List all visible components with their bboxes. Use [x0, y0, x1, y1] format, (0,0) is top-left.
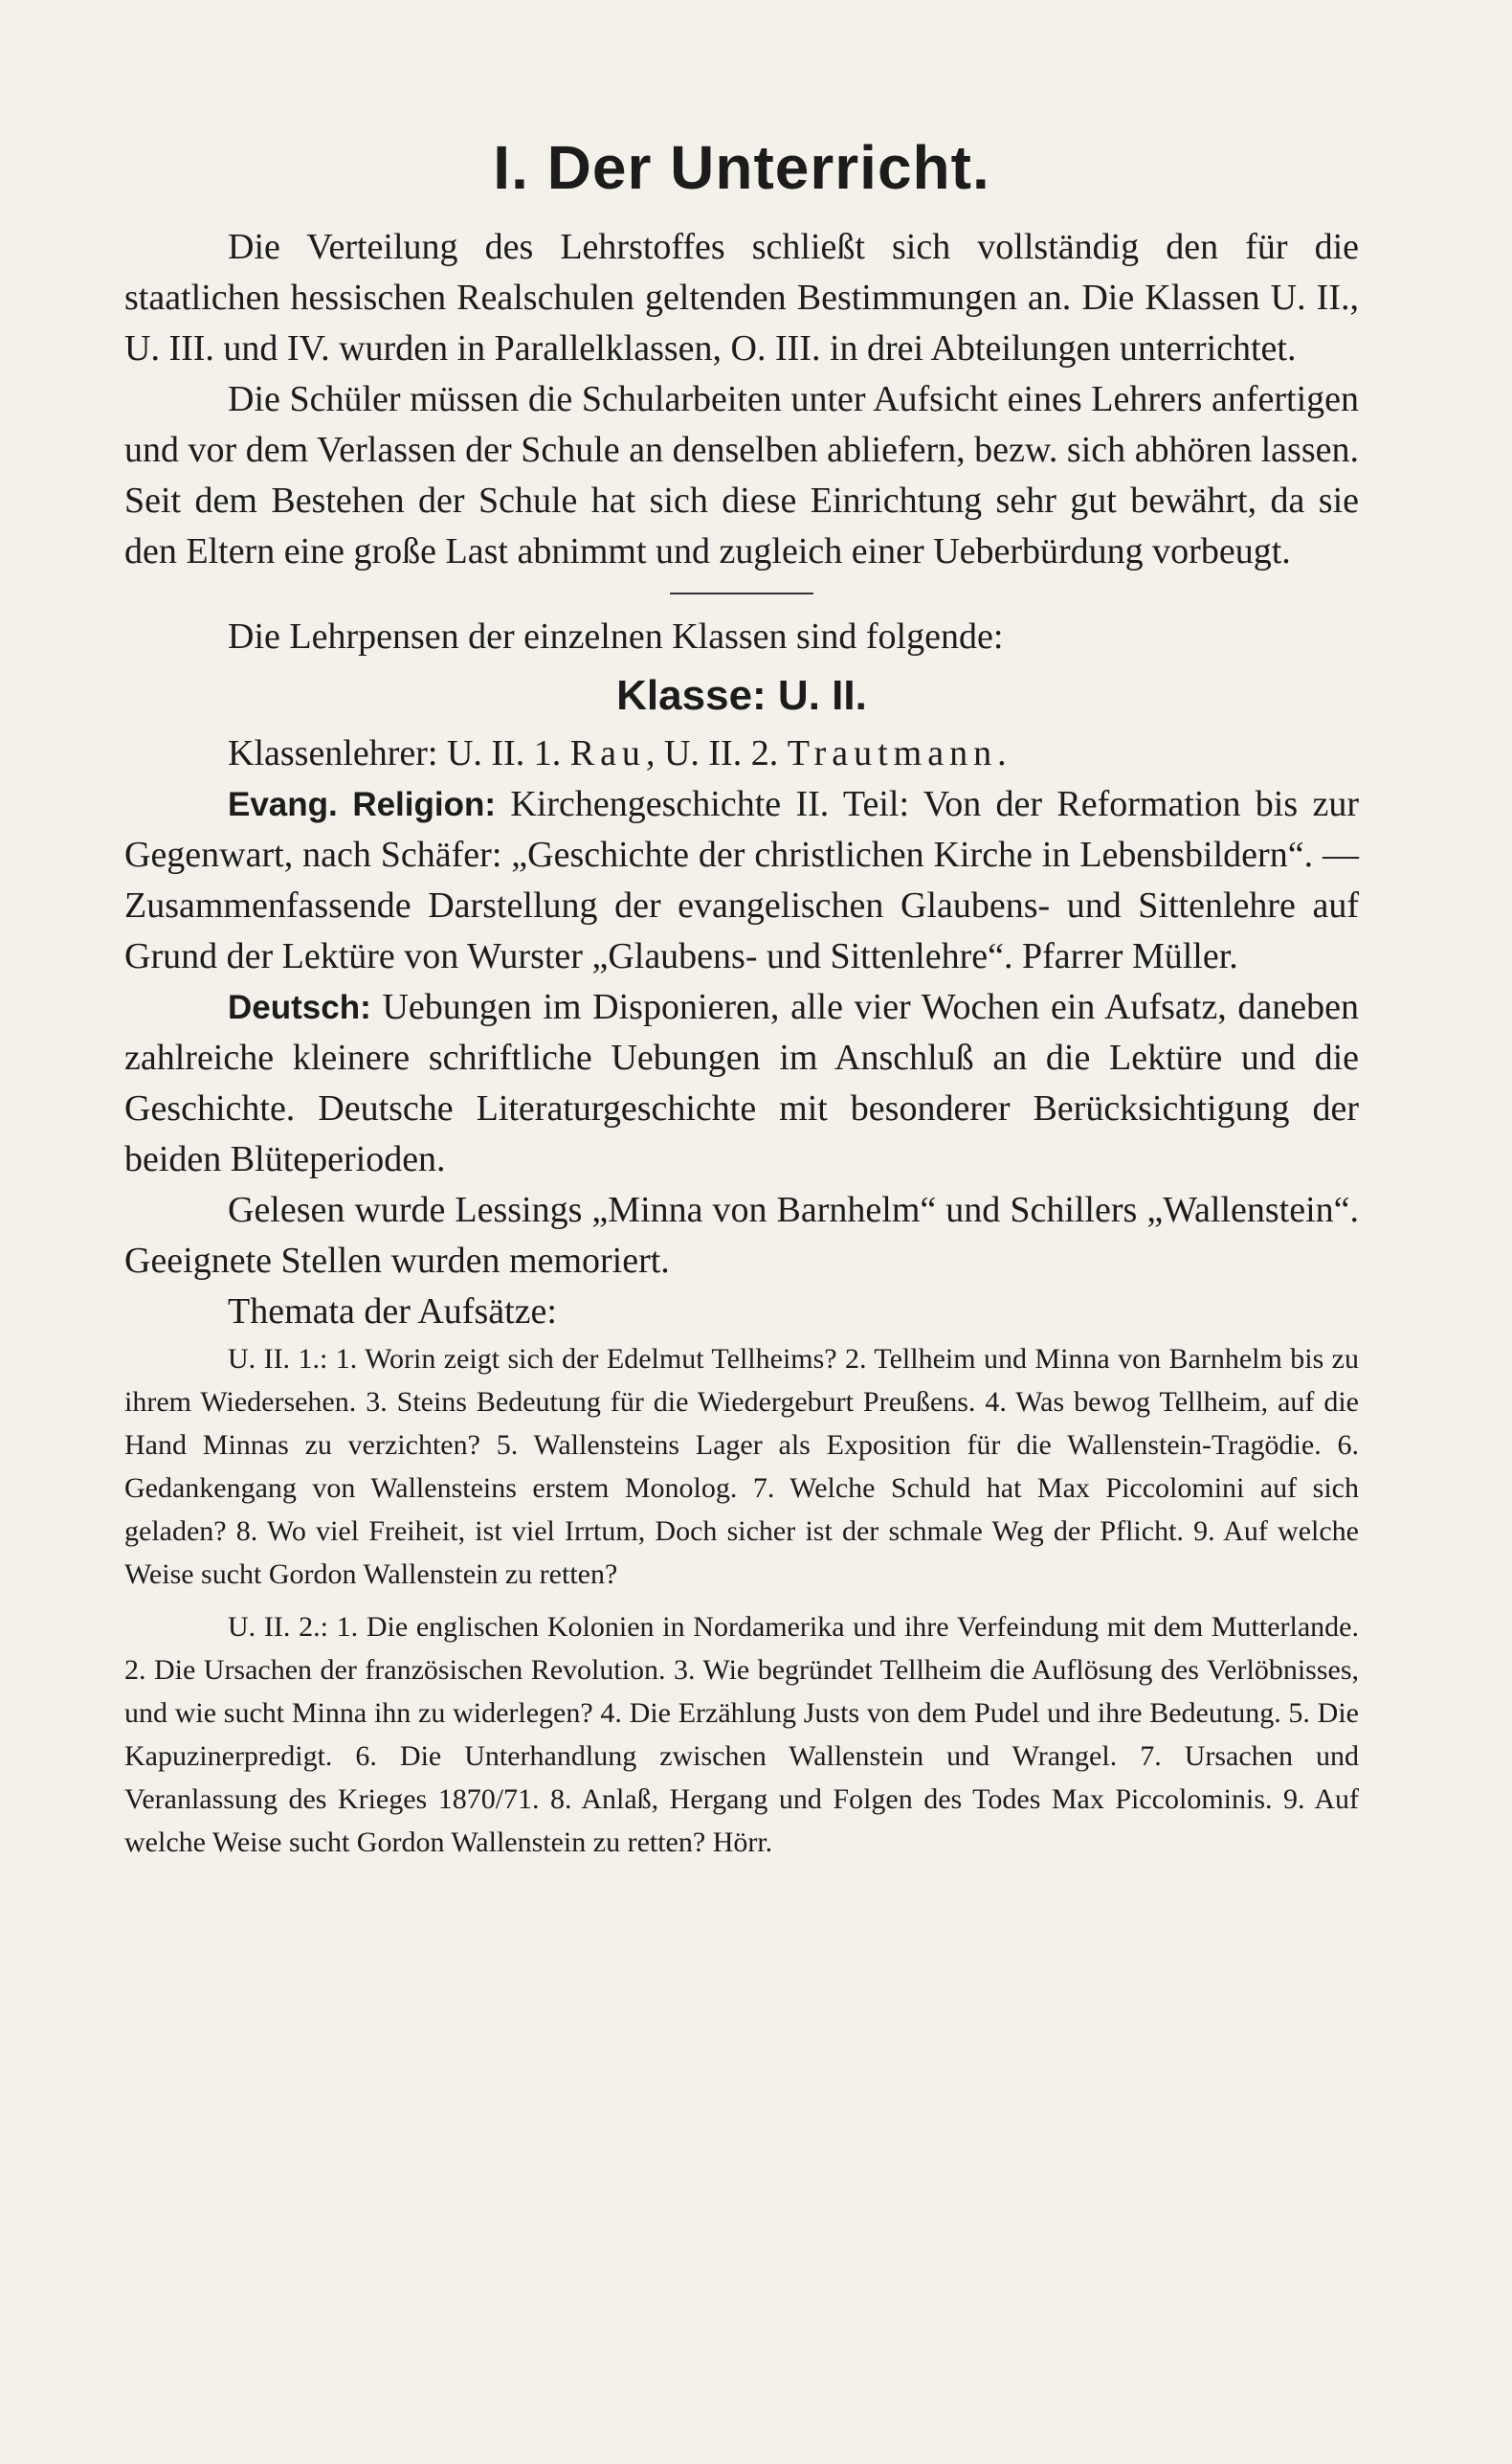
deutsch-paragraph — [124, 982, 1359, 1185]
religion-paragraph — [124, 779, 1359, 982]
class-teacher-suffix: . — [997, 732, 1007, 773]
intro-paragraph-1: Die Verteilung des Lehrstoffes schließt sich vollständig den für die staatlichen hessischen Realschulen geltenden Bestimmungen an. Die Klassen U. II., U. III. und IV. wurden in Parallelklassen, O. III. in drei Abteilungen unterrichtet. — [124, 227, 1359, 370]
gelesen-paragraph: Gelesen wurde Lessings „Minna von Barnhelm“ und Schillers „Wallenstein“. Geeignete Stellen wurden memoriert. — [124, 1189, 1359, 1281]
intro-paragraph-2: Die Schüler müssen die Schularbeiten unter Aufsicht eines Lehrers anfertigen und vor dem Verlassen der Schule an denselben abliefern, bezw. sich abhören lassen. Seit dem Bestehen der Schule hat sich diese Einrichtung sehr gut bewährt, da sie den Eltern eine große Last abnimmt und zugleich einer Ueberbürdung vorbeugt. — [124, 379, 1359, 572]
religion-text: Kirchengeschichte II. Teil: Von der Reformation bis zur Gegenwart, nach Schäfer: „Geschichte der christlichen Kirche in Lebensbildern“. — Zusammenfassende Darstellung der evangelischen Glaubens- und Sittenlehre auf Grund der Lektüre von Wurster „Glaubens- und Sittenlehre“. Pfarrer Müller. — [124, 783, 1359, 976]
teacher-name-1: Rau — [569, 732, 646, 773]
lehrpensen-line: Die Lehrpensen der einzelnen Klassen sind folgende: — [228, 616, 1004, 658]
section-heading: I. Der Unterricht. — [493, 133, 990, 202]
spacer — [124, 1596, 1359, 1605]
class-teacher-prefix: Klassenlehrer: U. II. 1. — [228, 732, 570, 773]
themata-list-1: U. II. 1.: 1. Worin zeigt sich der Edelmut Tellheims? 2. Tellheim und Minna von Barnhelm bis zu ihrem Wiedersehen. 3. Steins Bedeutung für die Wiedergeburt Preußens. 4. Was bewog Tellheim, auf die Hand Minnas zu verzichten? 5. Wallensteins Lager als Exposition für die Wallenstein-Tragödie. 6. Gedankengang von Wallensteins erstem Monolog. 7. Welche Schuld hat Max Piccolomini auf sich geladen? 8. Wo viel Freiheit, ist viel Irrtum, Doch sicher ist der schmale Weg der Pflicht. 9. Auf welche Weise sucht Gordon Wallenstein zu retten? — [124, 1342, 1359, 1590]
class-teacher-mid: , U. II. 2. — [645, 732, 788, 773]
themata-title: Themata der Aufsätze: — [228, 1290, 557, 1332]
themata-list-2: U. II. 2.: 1. Die englischen Kolonien in Nordamerika und ihre Verfeindung mit dem Mutterlande. 2. Die Ursachen der französischen Revolution. 3. Wie begründet Tellheim die Auflösung des Verlöbnisses, und wie sucht Minna ihn zu widerlegen? 4. Die Erzählung Justs von dem Pudel und ihre Bedeutung. 5. Die Kapuzinerpredigt. 6. Die Unterhandlung zwischen Wallenstein und Wrangel. 7. Ursachen und Veranlassung des Krieges 1870/71. 8. Anlaß, Hergang und Folgen des Todes Max Piccolominis. 9. Auf welche Weise sucht Gordon Wallenstein zu retten? Hörr. — [124, 1610, 1359, 1858]
deutsch-label: Deutsch: — [228, 988, 371, 1026]
religion-label: Evang. Religion: — [228, 785, 497, 823]
class-heading: Klasse: U. II. — [616, 672, 867, 720]
document-page — [124, 134, 1359, 1864]
deutsch-text: Uebungen im Disponieren, alle vier Wochen ein Aufsatz, daneben zahlreiche kleinere schriftliche Uebungen im Anschluß an die Lektüre und die Geschichte. Deutsche Literaturgeschichte mit besonderer Berücksichtigung der beiden Blüteperioden. — [124, 986, 1359, 1179]
class-teacher-line — [124, 728, 1359, 779]
divider-rule — [670, 593, 813, 594]
teacher-name-2: Trautmann — [787, 732, 998, 773]
